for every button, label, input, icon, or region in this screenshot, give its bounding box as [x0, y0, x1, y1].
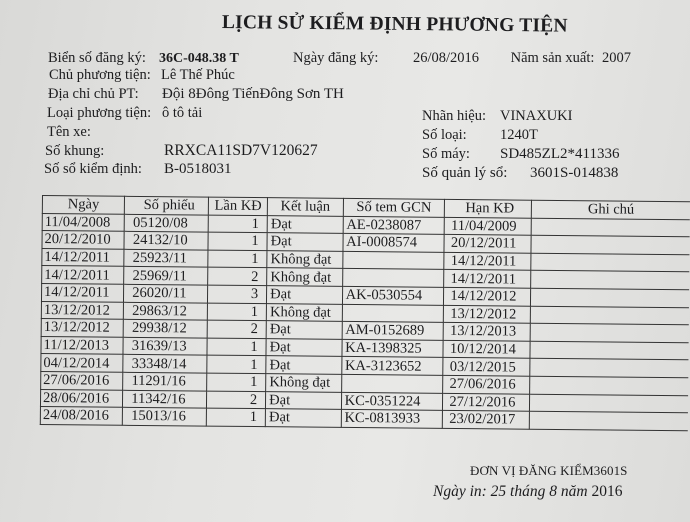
- header-expiry-date: Hạn KĐ: [445, 199, 532, 217]
- cell-notes: [530, 323, 688, 342]
- cell-certificate-stamp: AE-0238087: [343, 216, 445, 235]
- inspection-book-number-label: Số sổ kiểm định:: [44, 161, 142, 177]
- cell-expiry-date: 27/12/2016: [443, 393, 530, 411]
- brand-value: VINAXUKI: [500, 108, 573, 124]
- chassis-number-label: Số khung:: [45, 143, 105, 159]
- owner-field: [49, 67, 235, 84]
- chassis-number-value: RRXCA11SD7V120627: [164, 142, 318, 159]
- cell-date: 13/12/2012: [41, 301, 123, 319]
- brand-field: [422, 108, 573, 125]
- cell-ticket-number: 25923/11: [124, 249, 208, 267]
- model-number-value: 1240T: [500, 127, 538, 143]
- inspection-book-number-value: B-0518031: [164, 161, 232, 177]
- manufacture-year-label: Năm sản xuất:: [510, 50, 595, 66]
- cell-inspection-count: 1: [207, 355, 266, 373]
- cell-expiry-date: 13/12/2012: [444, 305, 531, 323]
- registration-date-value: 26/08/2016: [413, 50, 480, 66]
- cell-result: Đạt: [266, 321, 342, 339]
- cell-inspection-count: 2: [208, 267, 267, 285]
- header-result: Kết luận: [267, 198, 343, 216]
- plate-number-field: [48, 50, 239, 67]
- cell-expiry-date: 13/12/2013: [443, 323, 530, 341]
- cell-notes: [530, 394, 688, 413]
- cell-expiry-date: 14/12/2011: [444, 252, 531, 270]
- cell-ticket-number: 26020/11: [124, 284, 208, 302]
- cell-expiry-date: 14/12/2011: [444, 270, 531, 288]
- cell-notes: [531, 306, 689, 325]
- inspection-unit: ĐƠN VỊ ĐĂNG KIỂM3601S: [470, 463, 628, 478]
- cell-ticket-number: 11342/16: [123, 390, 207, 408]
- print-date: [433, 483, 622, 501]
- book-management-number-field: [422, 165, 618, 182]
- cell-notes: [530, 359, 688, 378]
- cell-date: 11/04/2008: [42, 213, 124, 231]
- cell-ticket-number: 33348/14: [123, 355, 207, 373]
- cell-inspection-count: 1: [208, 215, 267, 233]
- cell-ticket-number: 25969/11: [124, 267, 208, 285]
- engine-number-label: Số máy:: [422, 146, 470, 162]
- engine-number-field: [422, 146, 619, 163]
- cell-certificate-stamp: [342, 269, 444, 288]
- cell-date: 20/12/2010: [42, 231, 124, 249]
- inspection-book-number-field: [44, 161, 232, 178]
- cell-certificate-stamp: AK-0530554: [342, 286, 444, 305]
- cell-date: 04/12/2014: [41, 354, 123, 372]
- cell-inspection-count: 1: [207, 408, 266, 426]
- vehicle-type-field: [47, 105, 202, 122]
- vehicle-type-label: Loại phương tiện:: [47, 105, 152, 121]
- cell-ticket-number: 15013/16: [123, 407, 207, 425]
- inspection-history-table: [40, 195, 690, 431]
- cell-certificate-stamp: [342, 304, 444, 323]
- cell-notes: [530, 411, 688, 430]
- cell-expiry-date: 20/12/2011: [444, 235, 531, 253]
- cell-inspection-count: 1: [208, 303, 267, 321]
- cell-certificate-stamp: KC-0351224: [341, 392, 443, 411]
- header-ticket-number: Số phiếu: [125, 196, 209, 214]
- cell-result: Đạt: [267, 233, 343, 251]
- brand-label: Nhãn hiệu:: [422, 108, 487, 124]
- cell-expiry-date: 11/04/2009: [444, 217, 531, 235]
- cell-expiry-date: 23/02/2017: [443, 410, 530, 428]
- cell-expiry-date: 10/12/2014: [443, 340, 530, 358]
- cell-expiry-date: 27/06/2016: [443, 375, 530, 393]
- cell-date: 27/06/2016: [41, 371, 123, 389]
- manufacture-year-value: 2007: [602, 50, 632, 66]
- cell-expiry-date: 03/12/2015: [443, 358, 530, 376]
- cell-certificate-stamp: [341, 374, 443, 393]
- cell-result: Không đạt: [266, 303, 342, 321]
- vehicle-type-value: ô tô tải: [162, 105, 203, 121]
- plate-number-label: Biển số đăng ký:: [48, 50, 146, 66]
- header-inspection-count: Lần KĐ: [209, 197, 268, 215]
- cell-ticket-number: 05120/08: [124, 214, 208, 232]
- cell-notes: [531, 235, 689, 254]
- cell-certificate-stamp: KC-0813933: [341, 410, 443, 429]
- print-date-prefix: Ngày in: 25 tháng 8 năm: [433, 483, 588, 500]
- cell-notes: [531, 288, 689, 307]
- cell-expiry-date: 14/12/2012: [444, 287, 531, 305]
- cell-inspection-count: 1: [207, 373, 266, 391]
- cell-ticket-number: 24132/10: [124, 231, 208, 249]
- cell-notes: [530, 376, 688, 395]
- vehicle-name-field: [47, 124, 162, 141]
- cell-result: Đạt: [265, 409, 341, 427]
- owner-address-value: Đội 8Đông TiếnĐông Sơn TH: [162, 86, 344, 102]
- owner-label: Chủ phương tiện:: [49, 67, 151, 83]
- cell-certificate-stamp: AM-0152689: [342, 322, 444, 341]
- header-certificate-stamp: Số tem GCN: [343, 198, 445, 217]
- registration-date-label: Ngày đăng ký:: [293, 50, 379, 66]
- cell-ticket-number: 29938/12: [123, 319, 207, 337]
- cell-result: Không đạt: [266, 374, 342, 392]
- cell-notes: [530, 341, 688, 360]
- book-management-number-value: 3601S-014838: [530, 165, 619, 181]
- cell-inspection-count: 3: [208, 285, 267, 303]
- cell-result: Không đạt: [267, 250, 343, 268]
- cell-ticket-number: 29863/12: [124, 302, 208, 320]
- owner-address-field: [48, 86, 344, 103]
- cell-ticket-number: 11291/16: [123, 372, 207, 390]
- cell-certificate-stamp: KA-3123652: [341, 357, 443, 376]
- cell-result: Đạt: [266, 391, 342, 409]
- model-number-field: [422, 127, 538, 144]
- cell-certificate-stamp: KA-1398325: [342, 339, 444, 358]
- cell-date: 14/12/2011: [41, 283, 123, 301]
- cell-notes: [531, 271, 689, 290]
- cell-certificate-stamp: AI-0008574: [343, 234, 445, 253]
- header-notes: Ghi chú: [532, 200, 690, 219]
- cell-result: Đạt: [267, 215, 343, 233]
- cell-inspection-count: 1: [208, 232, 267, 250]
- chassis-number-field: [45, 142, 318, 160]
- owner-value: Lê Thế Phúc: [161, 67, 235, 83]
- engine-number-value: SD485ZL2*411336: [500, 146, 620, 162]
- model-number-label: Số loại:: [422, 127, 467, 143]
- cell-certificate-stamp: [342, 251, 444, 270]
- cell-inspection-count: 2: [207, 320, 266, 338]
- cell-notes: [531, 218, 689, 237]
- cell-inspection-count: 1: [208, 250, 267, 268]
- owner-address-label: Địa chỉ chủ PT:: [48, 86, 139, 102]
- vehicle-name-label: Tên xe:: [47, 124, 91, 140]
- cell-result: Đạt: [266, 356, 342, 374]
- header-date: Ngày: [42, 196, 124, 214]
- cell-date: 11/12/2013: [41, 336, 123, 354]
- cell-date: 13/12/2012: [41, 319, 123, 337]
- book-management-number-label: Số quản lý sổ:: [422, 165, 508, 181]
- document-title: LỊCH SỬ KIỂM ĐỊNH PHƯƠNG TIỆN: [221, 12, 568, 37]
- registration-date-field: [293, 50, 631, 67]
- cell-notes: [531, 253, 689, 272]
- cell-date: 14/12/2011: [42, 248, 124, 266]
- cell-result: Không đạt: [267, 268, 343, 286]
- cell-result: Đạt: [267, 286, 343, 304]
- cell-date: 14/12/2011: [42, 266, 124, 284]
- plate-number-value: 36C-048.38 T: [159, 51, 239, 66]
- print-date-year: 2016: [591, 483, 623, 500]
- cell-inspection-count: 2: [207, 391, 266, 409]
- cell-result: Đạt: [266, 338, 342, 356]
- cell-ticket-number: 31639/13: [123, 337, 207, 355]
- cell-inspection-count: 1: [207, 338, 266, 356]
- cell-date: 28/06/2016: [40, 389, 122, 407]
- cell-date: 24/08/2016: [40, 407, 122, 425]
